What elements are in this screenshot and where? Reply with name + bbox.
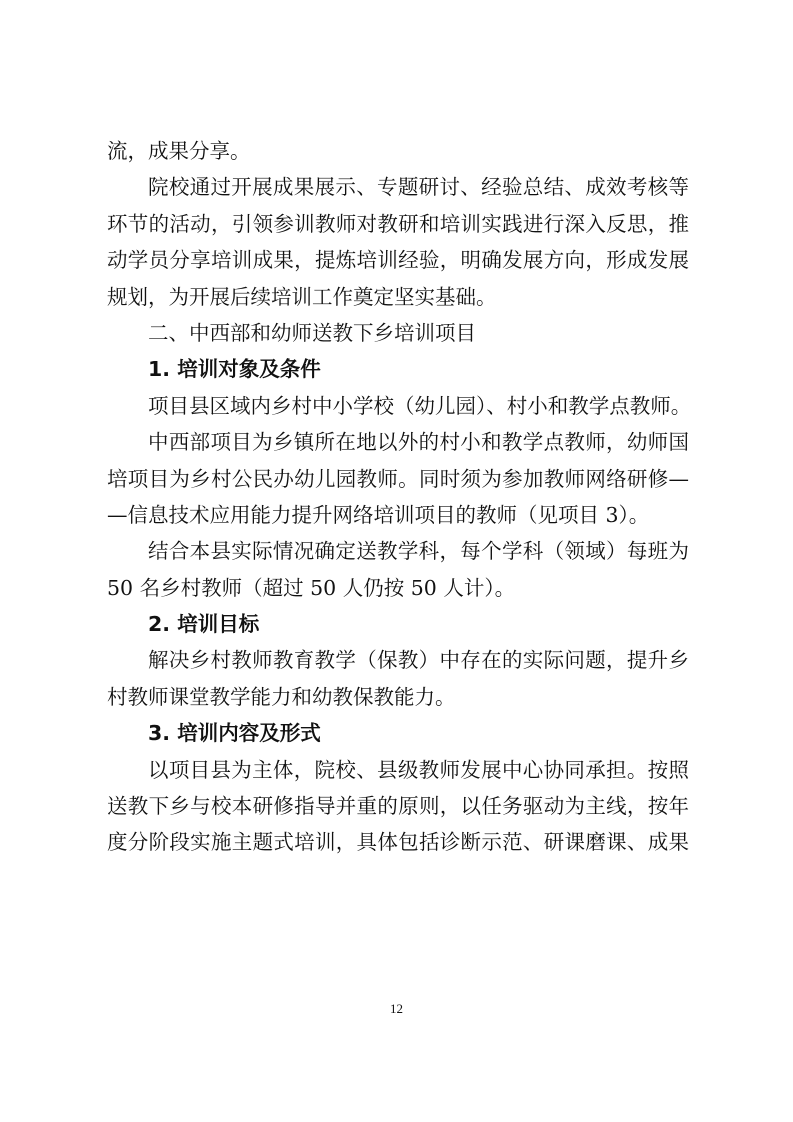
paragraph-line: 结合本县实际情况确定送教学科，每个学科（领域）每班为	[148, 539, 689, 564]
paragraph-line: 度分阶段实施主题式培训，具体包括诊断示范、研课磨课、成果	[107, 830, 689, 855]
subsection-heading: 1. 培训对象及条件	[148, 357, 321, 382]
paragraph-line: 送教下乡与校本研修指导并重的原则，以任务驱动为主线，按年	[107, 794, 689, 819]
paragraph-line: 培项目为乡村公民办幼儿园教师。同时须为参加教师网络研修—	[107, 466, 689, 491]
paragraph-line: 项目县区域内乡村中小学校（幼儿园）、村小和教学点教师。	[148, 393, 692, 418]
paragraph-line: 解决乡村教师教育教学（保教）中存在的实际问题，提升乡	[148, 648, 689, 673]
paragraph-line: 流，成果分享。	[107, 139, 251, 163]
subsection-heading: 3. 培训内容及形式	[148, 721, 321, 746]
paragraph-line: 村教师课堂教学能力和幼教保教能力。	[107, 684, 456, 709]
paragraph-line: 50 名乡村教师（超过 50 人仍按 50 人计）。	[107, 575, 516, 600]
page-number: 12	[390, 1001, 403, 1016]
paragraph-line: 以项目县为主体，院校、县级教师发展中心协同承担。按照	[148, 757, 689, 782]
subsection-heading: 2. 培训目标	[148, 612, 260, 637]
document-body	[107, 133, 692, 861]
paragraph-line: 动学员分享培训成果，提炼培训经验，明确发展方向，形成发展	[107, 248, 689, 273]
paragraph-line: —信息技术应用能力提升网络培训项目的教师（见项目 3）。	[107, 502, 650, 527]
paragraph-line: 中西部项目为乡镇所在地以外的村小和教学点教师，幼师国	[148, 430, 689, 455]
paragraph-line: 院校通过开展成果展示、专题研讨、经验总结、成效考核等	[148, 175, 689, 200]
paragraph-line: 规划，为开展后续培训工作奠定坚实基础。	[107, 284, 497, 309]
paragraph-line: 环节的活动，引领参训教师对教研和培训实践进行深入反思，推	[107, 211, 689, 236]
section-heading: 二、中西部和幼师送教下乡培训项目	[148, 320, 476, 345]
